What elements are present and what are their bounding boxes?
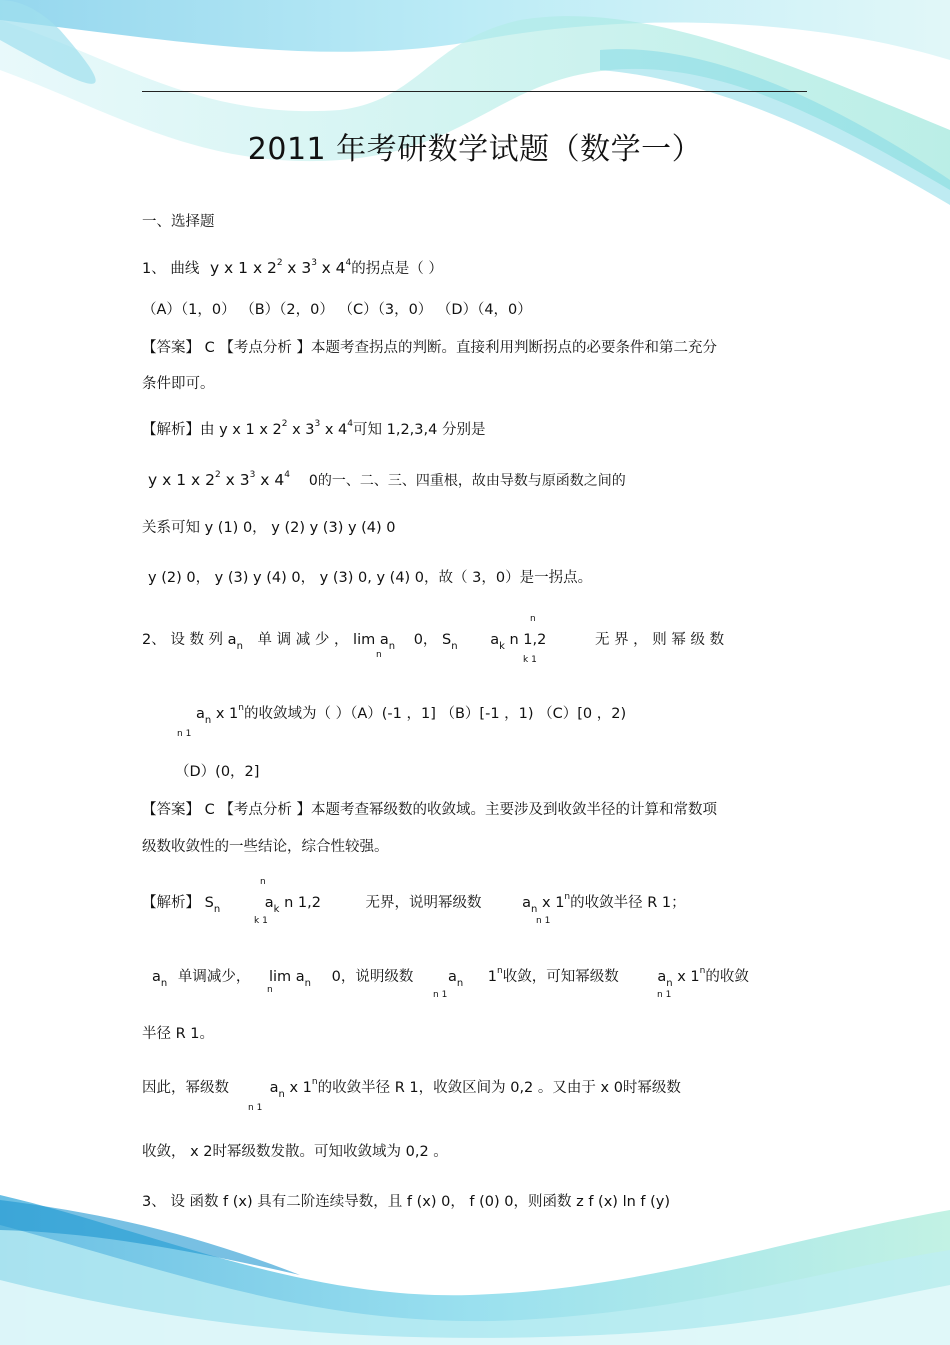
term: n 1,2 (284, 895, 321, 911)
sub: n (304, 978, 311, 989)
q1-stem-a: 1、 曲线 (142, 261, 200, 277)
q2-stem-end: 无 界 ， 则 幂 级 数 (594, 632, 725, 648)
exp: 2 (281, 419, 288, 429)
q1-analysis-post: 可知 1,2,3,4 分别是 (353, 422, 486, 438)
q1-exp-3: 3 (311, 258, 317, 268)
term: 1 (487, 969, 498, 985)
sum-lower-n1-2: n 1 (536, 916, 551, 926)
q1-formula-x3: x 3 (287, 259, 312, 277)
sum-lower-k1: k 1 (523, 655, 537, 665)
q2-analysis-3: 半径 R 1。 (142, 1026, 215, 1042)
exp: n (311, 1077, 318, 1087)
term: 0， S (413, 632, 452, 648)
exp: 4 (284, 470, 290, 480)
term: x 1 (215, 706, 239, 722)
q1-answer-line2: 条件即可。 (142, 376, 215, 392)
q2-analysis-1a: 【解析】 S (142, 895, 214, 911)
q2-analysis-4b: 的收敛半径 R 1，收敛区间为 0,2 。又由于 x 0时幂级数 (317, 1080, 681, 1096)
sub: n (236, 641, 243, 652)
term: y x 1 x 2 (148, 471, 215, 489)
term: a (269, 1080, 279, 1096)
sum-lower-n1: n 1 (177, 729, 192, 739)
sub: n (456, 978, 464, 989)
sub: n (160, 978, 168, 989)
exp: 3 (314, 419, 321, 429)
exp: n (699, 966, 706, 976)
q2-analysis-2b: 0，说明级数 (331, 969, 414, 985)
q1-formula-x4: x 4 (321, 259, 346, 277)
sub: k (499, 641, 505, 652)
q1-analysis-1 (142, 420, 485, 442)
q2-analysis-4a: 因此，幂级数 (142, 1080, 229, 1096)
exp: 3 (249, 470, 256, 480)
term: a (196, 706, 205, 722)
lim-sub-n: n (376, 650, 382, 660)
q2-analysis-2d: 的收敛 (705, 969, 749, 985)
sub: n (388, 641, 396, 652)
term: lim a (268, 969, 305, 985)
sum-lower-n1-4: n 1 (657, 990, 672, 1000)
q2-analysis-5: 收敛， x 2时幂级数发散。可知收敛域为 0,2 。 (142, 1144, 448, 1160)
q1-analysis-3: 关系可知 y (1) 0， y (2) y (3) y (4) 0 (142, 520, 396, 536)
q2-answer-line1: 【答案】 C 【考点分析 】本题考查幂级数的收敛域。主要涉及到收敛半径的计算和常数项 (142, 802, 717, 818)
q1-stem-b: 的拐点是（ ） (351, 261, 443, 277)
term: n 1,2 (509, 632, 547, 648)
term: a (657, 969, 667, 985)
q1-stem (142, 258, 443, 281)
q2-stem-mid: 单 调 减 少 ， lim a (257, 632, 389, 648)
exp: 4 (347, 419, 354, 429)
term: x 1 (677, 969, 700, 985)
term: a (522, 895, 532, 911)
sum-upper-n: n (530, 614, 536, 624)
exp: n (238, 703, 244, 713)
q1-options: （A）（1，0） （B）（2，0） （C）（3，0） （D）（4，0） (142, 302, 532, 318)
term: x 3 (225, 471, 250, 489)
q1-analysis-2 (148, 470, 626, 493)
sub: n (204, 715, 212, 726)
exp: n (564, 892, 571, 902)
q2-analysis-1c: 的收敛半径 R 1； (570, 895, 686, 911)
sub: n (666, 978, 673, 989)
q1-answer-line1: 【答案】 C 【考点分析 】本题考查拐点的判断。直接利用判断拐点的必要条件和第二充分 (142, 340, 717, 356)
q1-analysis-4: y (2) 0， y (3) y (4) 0， y (3) 0, y (4) 0，故（ 3，0）是一拐点。 (148, 570, 593, 586)
term: x 3 (292, 422, 315, 438)
sub: n (451, 641, 458, 652)
q2-analysis-1 (142, 893, 686, 915)
q3-stem: 3、 设 函数 f (x) 具有二阶连续导数，且 f (x) 0， f (0) 0，则函数 z f (x) ln f (y) (142, 1194, 671, 1210)
q2-answer-line2: 级数收敛性的一些结论，综合性较强。 (142, 839, 389, 855)
lim-sub-n-2: n (267, 985, 273, 995)
exp: 2 (214, 470, 221, 480)
q2-stem (142, 630, 724, 652)
term: x 4 (260, 471, 285, 489)
sum-lower-n1-3: n 1 (433, 990, 448, 1000)
page-title: 2011 年考研数学试题（数学一） (247, 132, 703, 167)
term: x 1 (542, 895, 565, 911)
q2-analysis-2c: 收敛，可知幂级数 (502, 969, 619, 985)
q2-analysis-2a: 单调减少， (177, 969, 251, 985)
sub: n (278, 1089, 285, 1100)
sum-upper-n-2: n (260, 877, 266, 887)
header-rule (142, 91, 807, 92)
sub: n (531, 904, 538, 915)
q2-analysis-1b: 无界，说明幂级数 (365, 895, 482, 911)
term: x 4 (324, 422, 348, 438)
q1-exp-4: 4 (345, 258, 352, 268)
sum-lower-k1-2: k 1 (254, 916, 268, 926)
section-heading: 一、选择题 (142, 214, 215, 230)
q2-analysis-4 (142, 1078, 681, 1100)
q2-series (196, 704, 626, 726)
q1-analysis-pre: 【解析】由 y x 1 x 2 (142, 422, 282, 438)
q1-formula: y x 1 x 2 (209, 259, 277, 277)
term: a (152, 969, 161, 985)
term: x 1 (289, 1080, 312, 1096)
sub: n (213, 904, 221, 915)
q2-series-text: 的收敛域为（ ）（A）(-1 ，1] （B）[-1 ，1) （C）[0 ，2) (243, 706, 627, 722)
sum-lower-n1-5: n 1 (248, 1103, 263, 1113)
q2-option-d: （D）(0，2] (175, 764, 260, 780)
term: a (490, 632, 500, 648)
exp: n (497, 966, 503, 976)
sub: k (273, 904, 280, 915)
q2-stem-a: 2、 设 数 列 a (142, 632, 237, 648)
term: a (264, 895, 274, 911)
term: a (447, 969, 457, 985)
q1-exp-2: 2 (276, 258, 283, 268)
q1-analysis-2-text: 0的一、二、三、四重根，故由导数与原函数之间的 (308, 473, 626, 489)
q2-analysis-2 (152, 967, 749, 989)
